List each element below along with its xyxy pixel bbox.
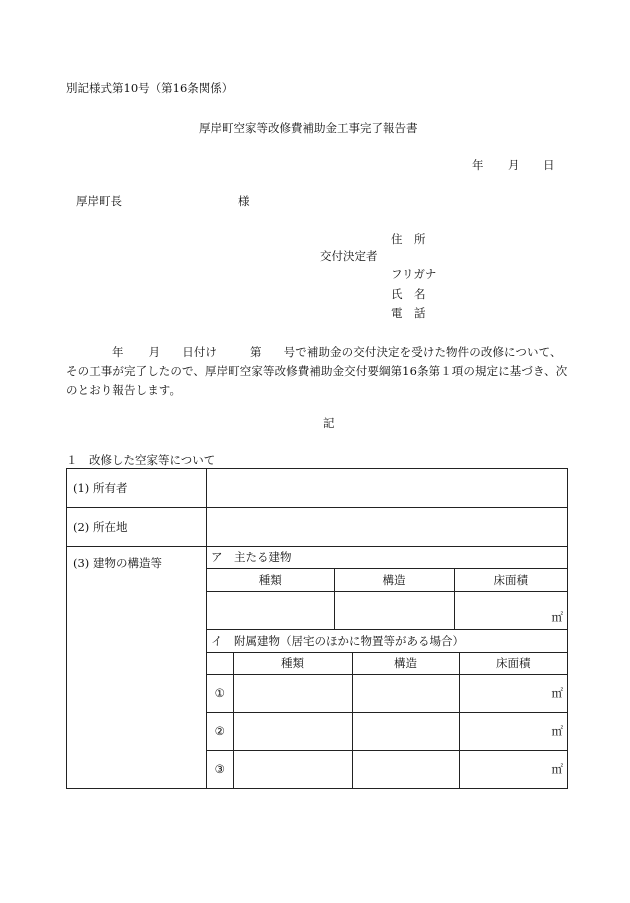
section-heading: １ 改修した空家等について (66, 453, 216, 467)
ki-marker: 記 (323, 416, 335, 430)
body-month: 月 (148, 345, 161, 359)
property-table (66, 468, 568, 789)
owner-field[interactable] (207, 469, 568, 508)
annex-row-1-unit: ㎡ (551, 686, 563, 700)
annex-row-2-type[interactable] (233, 712, 352, 750)
location-label: (2) 所在地 (67, 508, 207, 547)
date-day-label: 日 (543, 158, 555, 172)
owner-label: (1) 所有者 (67, 469, 207, 508)
annex-row-2-structure[interactable] (352, 712, 459, 750)
addressee-suffix: 様 (238, 194, 250, 208)
name-label: 氏 名 (391, 287, 426, 301)
annex-building-label: イ 附属建物（居宅のほかに物置等がある場合） (207, 629, 567, 653)
main-area-unit: ㎡ (551, 610, 563, 624)
structure-cell (207, 547, 568, 789)
address-label: 住 所 (391, 232, 426, 246)
annex-row-3-type[interactable] (233, 750, 352, 788)
annex-row-3-structure[interactable] (352, 750, 459, 788)
annex-row-3-index: ③ (207, 750, 233, 788)
annex-row-2-unit: ㎡ (551, 724, 563, 738)
structure-label: (3) 建物の構造等 (67, 547, 207, 789)
body-paragraph (66, 343, 568, 400)
annex-row-1-index: ① (207, 674, 233, 712)
main-floor-area-field[interactable] (454, 591, 567, 629)
body-year: 年 (112, 345, 124, 359)
annex-type-header: 種類 (233, 653, 352, 674)
annex-row-2-area[interactable] (459, 712, 567, 750)
body-day: 日付け (182, 345, 218, 359)
grant-recipient-label: 交付決定者 (320, 249, 378, 263)
annex-row-1-area[interactable] (459, 674, 567, 712)
furigana-label: フリガナ (391, 267, 437, 281)
annex-row-1-structure[interactable] (352, 674, 459, 712)
annex-row-2-index: ② (207, 712, 233, 750)
date-year-label: 年 (472, 158, 484, 172)
annex-index-header (207, 653, 233, 674)
date-month-label: 月 (508, 158, 520, 172)
body-number-prefix: 第 (250, 345, 262, 359)
annex-row-1-type[interactable] (233, 674, 352, 712)
main-type-header: 種類 (207, 569, 334, 591)
main-floor-area-header: 床面積 (454, 569, 567, 591)
annex-row-3-unit: ㎡ (551, 762, 563, 777)
main-structure-header: 構造 (334, 569, 454, 591)
main-building-label: ア 主たる建物 (207, 547, 567, 569)
annex-floor-area-header: 床面積 (459, 653, 567, 674)
annex-row-3-area[interactable] (459, 750, 567, 788)
main-type-field[interactable] (207, 591, 334, 629)
annex-structure-header: 構造 (352, 653, 459, 674)
body-text: 号で補助金の交付決定を受けた物件の改修について、その工事が完了したので、厚岸町空家等改修費補助金交付要綱第16条第１項の規定に基づき、次のとおり報告します。 (66, 345, 568, 397)
form-number: 別記様式第10号（第16条関係） (66, 81, 234, 95)
annex-building-table (207, 653, 567, 788)
phone-label: 電 話 (391, 306, 426, 320)
addressee: 厚岸町長 (76, 194, 122, 208)
main-building-table (207, 569, 567, 629)
location-field[interactable] (207, 508, 568, 547)
main-structure-field[interactable] (334, 591, 454, 629)
document-title: 厚岸町空家等改修費補助金工事完了報告書 (199, 121, 418, 135)
